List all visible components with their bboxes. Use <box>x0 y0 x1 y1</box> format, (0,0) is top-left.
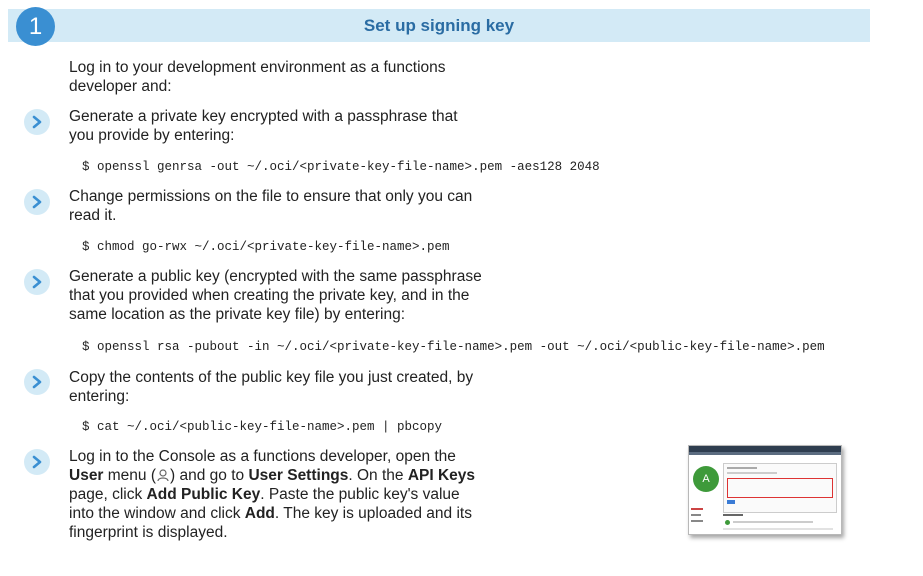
thumbnail-subbar <box>689 452 841 455</box>
sidebar-item <box>691 508 703 510</box>
step-line: read it. <box>69 207 117 224</box>
step-line: Change permissions on the file to ensure that only you can <box>69 188 473 205</box>
step-line: Log in to the Console as a functions developer, open the <box>69 448 456 465</box>
text-span: ) and go to <box>170 467 249 484</box>
step-text <box>69 447 475 542</box>
step-line: Copy the contents of the public key file you just created, by <box>69 369 474 386</box>
console-screenshot-thumbnail <box>688 445 842 535</box>
user-icon <box>156 468 170 482</box>
intro-text <box>69 58 446 96</box>
step-line <box>69 504 475 523</box>
step-line <box>69 485 475 504</box>
text-span: . Paste the public key's value <box>260 486 460 503</box>
text-span: menu ( <box>103 467 157 484</box>
sidebar-item <box>691 520 703 522</box>
add-key-dialog <box>723 463 837 513</box>
table-row <box>723 528 833 530</box>
command-text: $ openssl rsa -pubout -in ~/.oci/<private-key-file-name>.pem -out ~/.oci/<public-key-file-name>.pem <box>82 340 825 354</box>
public-key-field <box>727 478 833 498</box>
chevron-right-icon <box>24 189 50 215</box>
ui-term: API Keys <box>407 467 476 484</box>
section-heading <box>723 514 743 516</box>
ui-term: User Settings <box>248 467 349 484</box>
intro-line: Log in to your development environment as a functions <box>69 59 446 76</box>
dialog-heading <box>727 467 757 469</box>
command-text: $ cat ~/.oci/<public-key-file-name>.pem | pbcopy <box>82 420 443 434</box>
intro-line: developer and: <box>69 78 172 95</box>
sidebar-item <box>691 514 701 516</box>
ui-term: Add Public Key <box>146 486 261 503</box>
dialog-subtext <box>727 472 777 474</box>
step-text <box>69 187 472 225</box>
step-line: Generate a public key (encrypted with the same passphrase <box>69 268 482 285</box>
step-line: Generate a private key encrypted with a passphrase that <box>69 108 458 125</box>
step-line: that you provided when creating the private key, and in the <box>69 287 470 304</box>
section-header <box>8 9 870 42</box>
text-span: page, click <box>69 486 147 503</box>
step-line: fingerprint is displayed. <box>69 524 228 541</box>
table-row <box>733 521 813 523</box>
add-button <box>727 500 735 504</box>
section-title: Set up signing key <box>363 16 515 35</box>
command-text: $ openssl genrsa -out ~/.oci/<private-key-file-name>.pem -aes128 2048 <box>82 160 600 174</box>
chevron-right-icon <box>24 449 50 475</box>
chevron-right-icon <box>24 269 50 295</box>
text-span: . On the <box>348 467 408 484</box>
chevron-right-icon <box>24 109 50 135</box>
chevron-right-icon <box>24 369 50 395</box>
step-text <box>69 368 473 406</box>
step-line <box>69 466 475 485</box>
ui-term: Add <box>244 505 275 522</box>
text-span: into the window and click <box>69 505 245 522</box>
step-number-badge: 1 <box>16 7 55 46</box>
text-span: . The key is uploaded and its <box>274 505 472 522</box>
step-line: same location as the private key file) by entering: <box>69 306 406 323</box>
status-dot <box>725 520 730 525</box>
step-line: you provide by entering: <box>69 127 235 144</box>
step-text <box>69 267 482 324</box>
avatar: A <box>693 466 719 492</box>
step-line: entering: <box>69 388 130 405</box>
ui-term: User <box>69 467 104 484</box>
command-text: $ chmod go-rwx ~/.oci/<private-key-file-name>.pem <box>82 240 450 254</box>
step-text <box>69 107 458 145</box>
